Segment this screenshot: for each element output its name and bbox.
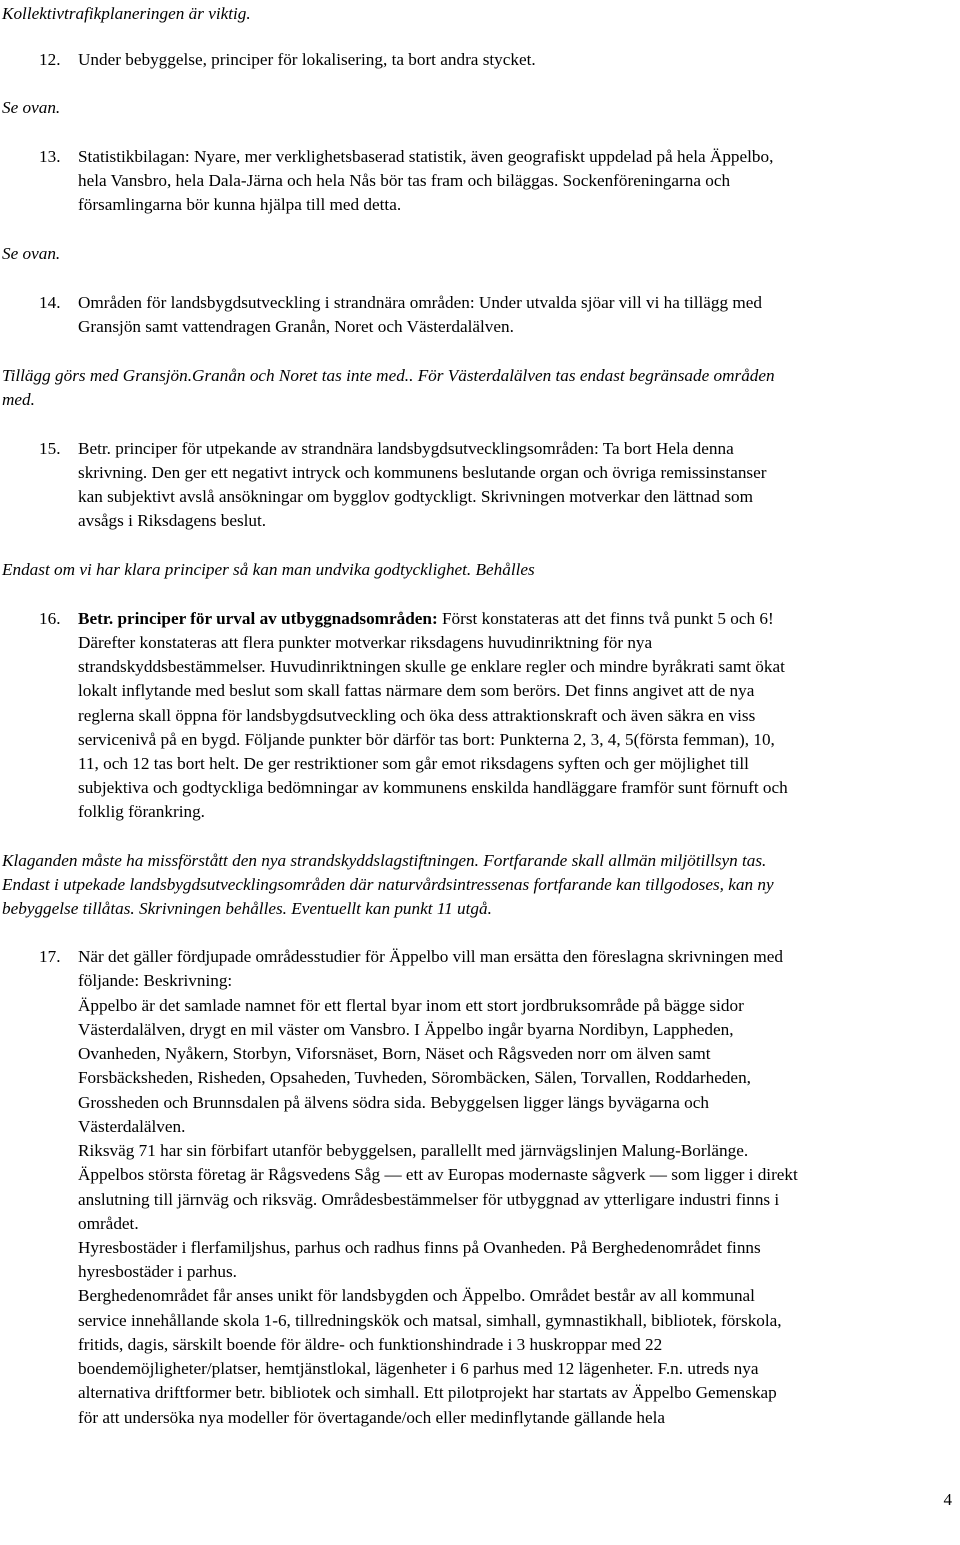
item-17-line: service innehållande skola 1-6, tillredningskök och matsal, simhall, gymnastikhall, bibliotek, förskola, — [78, 1311, 782, 1330]
response-14: med. — [2, 390, 35, 409]
item-15-line: kan subjektivt avslå ansökningar om bygglov godtyckligt. Skrivningen motverkar den lättnad som — [78, 487, 753, 506]
see-above-2: Se ovan. — [2, 244, 61, 263]
item-17-line: Äppelbo är det samlade namnet för ett flertal byar inom ett stort jordbruksområde på bägge sidor — [78, 996, 744, 1015]
item-17-line: Hyresbostäder i flerfamiljshus, parhus och radhus finns på Ovanheden. På Berghedenområdet finns — [78, 1238, 761, 1257]
response-16: Klaganden måste ha missförstått den nya strandskyddslagstiftningen. Fortfarande skall allmän miljötillsyn tas. — [2, 851, 767, 870]
response-14: Tillägg görs med Gransjön.Granån och Noret tas inte med.. För Västerdalälven tas endast begränsade områden — [2, 366, 775, 385]
item-14-number: 14. — [39, 293, 61, 312]
item-13-line: församlingarna bör kunna hjälpa till med detta. — [78, 195, 402, 214]
item-13-line: Statistikbilagan: Nyare, mer verklighetsbaserad statistik, även geografiskt uppdelad på hela Äppelbo, — [78, 147, 774, 166]
item-17-line: När det gäller fördjupade områdesstudier för Äppelbo vill man ersätta den föreslagna skrivningen med — [78, 947, 783, 966]
item-16-line: folklig förankring. — [78, 802, 205, 821]
item-12-number: 12. — [39, 50, 61, 69]
item-17-line: Berghedenområdet får anses unikt för landsbygden och Äppelbo. Området består av all kommunal — [78, 1286, 755, 1305]
item-17-line: Grossheden och Brunnsdalen på älvens södra sida. Bebyggelsen ligger längs byvägarna och — [78, 1093, 709, 1112]
item-17-line: hyresbostäder i parhus. — [78, 1262, 237, 1281]
item-14-line: Områden för landsbygdsutveckling i strandnära områden: Under utvalda sjöar vill vi ha tillägg med — [78, 293, 762, 312]
item-13-line: hela Vansbro, hela Dala-Järna och hela Nås bör tas fram och biläggas. Sockenföreningarna och — [78, 171, 731, 190]
item-16-bold-lead: Betr. principer för urval av utbyggnadsområden: — [78, 609, 438, 628]
item-17-line: Västerdalälven, drygt en mil väster om Vansbro. I Äppelbo ingår byarna Nordibyn, Lappheden, — [78, 1020, 734, 1039]
item-15-line: skrivning. Den ger ett negativt intryck och kommunens beslutande organ och övriga remissinstanser — [78, 463, 767, 482]
item-17-line: boendemöjligheter/platser, hemtjänstlokal, lägenheter i 6 parhus med 12 lägenheter. F.n. utreds nya — [78, 1359, 759, 1378]
item-17-line: Äppelbos största företag är Rågsvedens Såg — ett av Europas modernaste sågverk — som ligger i direkt — [78, 1165, 798, 1184]
item-17-line: Ovanheden, Nyåkern, Storbyn, Viforsnäset, Born, Näset och Rågsveden norr om älven samt — [78, 1044, 711, 1063]
item-16-number: 16. — [39, 609, 61, 628]
item-16-line: subjektiva och godtyckliga bedömningar av kommunens enskilda handläggare framför sunt förnuft och — [78, 778, 788, 797]
item-15-line: Betr. principer för utpekande av strandnära landsbygdsutvecklingsområden: Ta bort Hela denna — [78, 439, 734, 458]
item-17-line: fritids, dagis, särskilt boende för äldre- och funktionshindrade i 3 huskroppar med 22 — [78, 1335, 663, 1354]
item-17-line: Forsbäcksheden, Risheden, Opsaheden, Tuvheden, Sörombäcken, Sälen, Torvallen, Roddarheden, — [78, 1068, 751, 1087]
item-13-number: 13. — [39, 147, 61, 166]
item-17-line: Västerdalälven. — [78, 1117, 186, 1136]
page-number: 4 — [943, 1490, 952, 1509]
item-16-line: 11, och 12 tas bort helt. De ger restriktioner som går emot riksdagens syften och ger möjlighet till — [78, 754, 749, 773]
item-16-line: lokalt inflytande med beslut som skall fattas närmare dem som berörs. Det finns angivet att de nya — [78, 681, 755, 700]
item-16-line: reglerna skall öppna för landsbygdsutveckling och öka dess attraktionskraft och även säkra en viss — [78, 706, 756, 725]
item-16-first-line — [78, 607, 774, 631]
response-15: Endast om vi har klara principer så kan man undvika godtycklighet. Behålles — [2, 560, 535, 579]
item-15-number: 15. — [39, 439, 61, 458]
item-14-line: Gransjön samt vattendragen Granån, Noret och Västerdalälven. — [78, 317, 514, 336]
item-17-line: Riksväg 71 har sin förbifart utanför bebyggelsen, parallellt med järnvägslinjen Malung-Borlänge. — [78, 1141, 749, 1160]
response-16: Endast i utpekade landsbygdsutvecklingsområden där naturvårdsintressenas fortfarande kan tillgodoses, kan ny — [2, 875, 774, 894]
item-16-first-rest: Först konstateras att det finns två punkt 5 och 6! — [437, 609, 774, 628]
item-17-line: följande: Beskrivning: — [78, 971, 233, 990]
item-17-line: för att undersöka nya modeller för övertagande/och eller medinflytande gällande hela — [78, 1408, 665, 1427]
intro-text: Kollektivtrafikplaneringen är viktig. — [2, 4, 251, 23]
item-16-line: servicenivå på en bygd. Följande punkter bör därför tas bort: Punkterna 2, 3, 4, 5(första femman), 10, — [78, 730, 775, 749]
item-17-line: området. — [78, 1214, 139, 1233]
item-12-text: Under bebyggelse, principer för lokalisering, ta bort andra stycket. — [78, 50, 536, 69]
item-15-line: avsågs i Riksdagens beslut. — [78, 511, 267, 530]
item-17-number: 17. — [39, 947, 61, 966]
see-above-1: Se ovan. — [2, 98, 61, 117]
item-17-line: alternativa driftformer betr. bibliotek och simhall. Ett pilotprojekt har startats av Äppelbo Gemenskap — [78, 1383, 777, 1402]
item-16-line: strandskyddsbestämmelser. Huvudinriktningen skulle ge enklare regler och mindre byråkrati samt ökat — [78, 657, 785, 676]
response-16: bebyggelse tillåtas. Skrivningen behålles. Eventuellt kan punkt 11 utgå. — [2, 899, 492, 918]
item-17-line: anslutning till järnväg och riksväg. Områdesbestämmelser för utbyggnad av ytterligare industri finns i — [78, 1190, 780, 1209]
item-16-line: Därefter konstateras att flera punkter motverkar riksdagens huvudinriktning för nya — [78, 633, 653, 652]
